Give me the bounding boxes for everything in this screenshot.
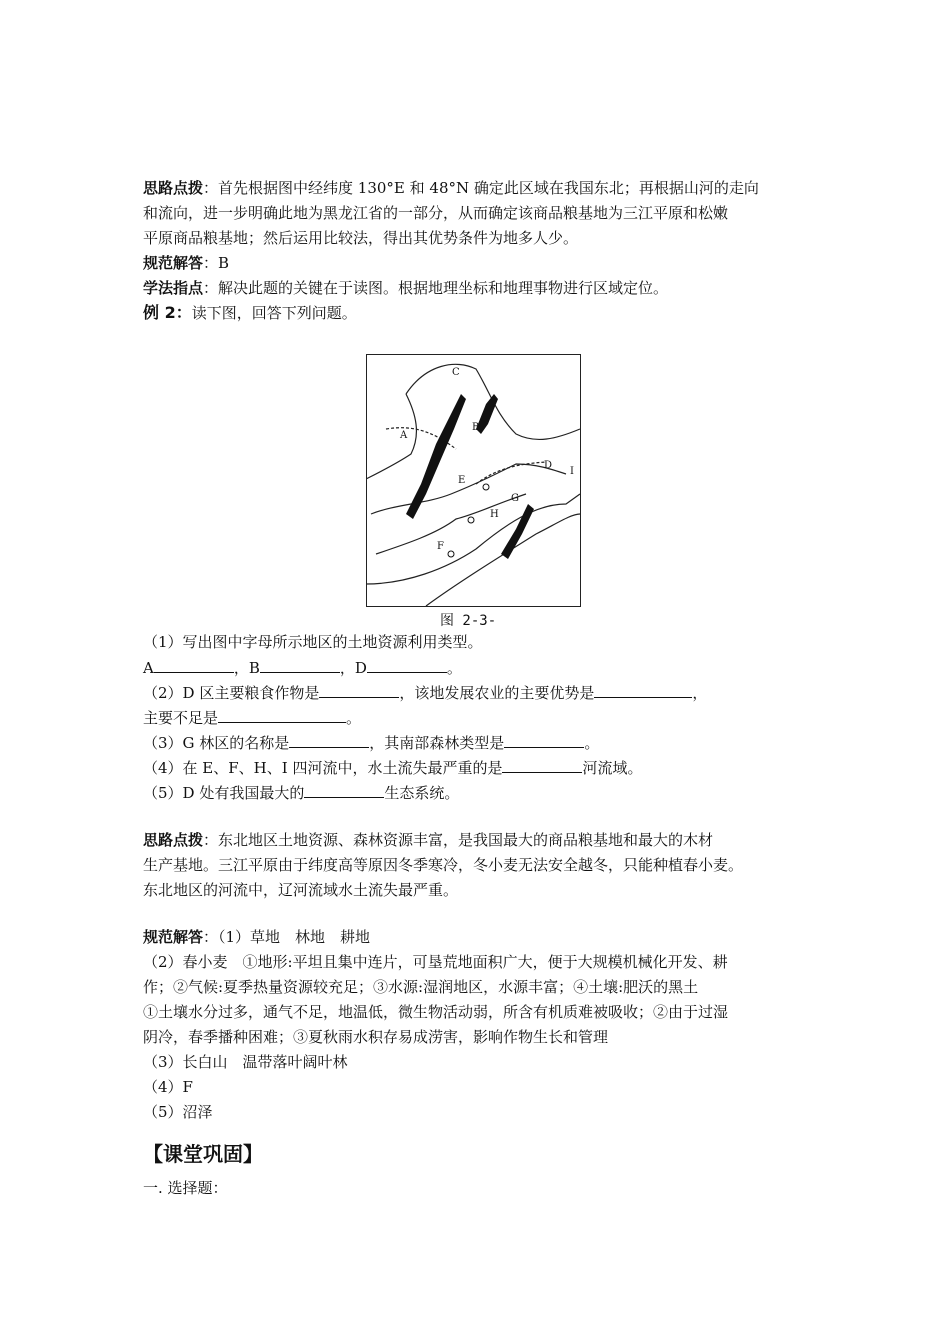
answer-line: （3）长白山 温带落叶阔叶林 (143, 1053, 348, 1071)
text: 河流域。 (582, 759, 643, 777)
text: ：（1）草地 林地 耕地 (203, 928, 371, 946)
text: ，其南部森林类型是 (369, 734, 505, 752)
map-label: A (400, 430, 408, 441)
answer-line: ①土壤水分过多，通气不足，地温低，微生物活动弱，所含有机质难被吸收；②由于过湿 (143, 1003, 729, 1021)
text: （2）D 区主要粮食作物是 (143, 684, 320, 702)
text: 生态系统。 (384, 784, 460, 802)
answer-blank[interactable] (367, 658, 447, 673)
text: ，D (339, 659, 367, 677)
hint-line: 生产基地。三江平原由于纬度高等原因冬季寒冷，冬小麦无法安全越冬，只能种植春小麦。 (143, 856, 744, 874)
text: A (143, 659, 154, 677)
question-1: （1）写出图中字母所示地区的土地资源利用类型。 (143, 633, 483, 651)
text: 主要不足是 (143, 709, 219, 727)
section-subheading: 一. 选择题： (143, 1179, 228, 1197)
answer-line: （4）F (143, 1078, 193, 1096)
section-heading: 【课堂巩固】 (143, 1142, 263, 1166)
question-4 (143, 758, 642, 778)
method-label: 学法指点 (143, 279, 204, 297)
answer-blank[interactable] (289, 733, 369, 748)
answer-blank[interactable] (218, 708, 346, 723)
question-1-blanks (143, 658, 462, 678)
map-label: C (452, 367, 460, 378)
answer-line: 作；②气候:夏季热量资源较充足；③水源:湿润地区，水源丰富；④土壤:肥沃的黑土 (143, 978, 699, 996)
example-label: 例 2： (143, 303, 192, 322)
answer-label: 规范解答 (143, 928, 204, 946)
northeast-china-map (366, 354, 581, 607)
hint-line (143, 178, 759, 198)
text: 。 (446, 659, 462, 677)
question-2-cont (143, 708, 361, 728)
answer-blank[interactable] (304, 783, 384, 798)
map-label: B (472, 422, 480, 433)
text: ，B (233, 659, 260, 677)
hint-line: 东北地区的河流中，辽河流域水土流失最严重。 (143, 881, 459, 899)
text: ：解决此题的关键在于读图。根据地理坐标和地理事物进行区域定位。 (203, 279, 669, 297)
answer-blank[interactable] (502, 758, 582, 773)
question-5 (143, 783, 459, 803)
answer-line (143, 253, 229, 273)
hint-label: 思路点拨 (143, 831, 204, 849)
answer-blank[interactable] (594, 683, 692, 698)
text: 。 (346, 709, 362, 727)
text: （5）D 处有我国最大的 (143, 784, 305, 802)
text: 。 (584, 734, 600, 752)
map-label: D (544, 460, 553, 471)
figure-caption: 图 2-3- (440, 613, 497, 629)
map-label: H (490, 509, 499, 520)
text: ，该地发展农业的主要优势是 (399, 684, 595, 702)
hint-line: 和流向，进一步明确此地为黑龙江省的一部分，从而确定该商品粮基地为三江平原和松嫩 (143, 204, 729, 222)
hint-line (143, 830, 713, 850)
map-label: E (458, 475, 466, 486)
text: ：首先根据图中经纬度 130°E 和 48°N 确定此区域在我国东北；再根据山河的走向 (203, 179, 759, 197)
answer-line: 阴冷，春季播种困难；③夏秋雨水积存易成涝害，影响作物生长和管理 (143, 1028, 609, 1046)
answer-blank[interactable] (154, 658, 234, 673)
question-2 (143, 683, 707, 703)
answer-line (143, 927, 370, 947)
text: （3）G 林区的名称是 (143, 734, 290, 752)
map-label: F (437, 541, 444, 552)
answer-label: 规范解答 (143, 254, 204, 272)
method-line (143, 278, 668, 298)
map-label: G (511, 493, 519, 504)
answer-blank[interactable] (260, 658, 340, 673)
answer-line: （5）沼泽 (143, 1103, 213, 1121)
hint-line: 平原商品粮基地；然后运用比较法，得出其优势条件为地多人少。 (143, 229, 579, 247)
text: ， (692, 684, 708, 702)
map-label: I (570, 466, 574, 477)
hint-label: 思路点拨 (143, 179, 204, 197)
text: ：B (203, 254, 230, 272)
answer-blank[interactable] (319, 683, 399, 698)
text: ：东北地区土地资源、森林资源丰富，是我国最大的商品粮基地和最大的木材 (203, 831, 714, 849)
text: 读下图，回答下列问题。 (191, 304, 357, 322)
example-heading (143, 303, 357, 323)
question-3 (143, 733, 599, 753)
text: （4）在 E、F、H、I 四河流中，水土流失最严重的是 (143, 759, 503, 777)
answer-blank[interactable] (504, 733, 584, 748)
answer-line: （2）春小麦 ①地形:平坦且集中连片，可垦荒地面积广大，便于大规模机械化开发、耕 (143, 953, 728, 971)
